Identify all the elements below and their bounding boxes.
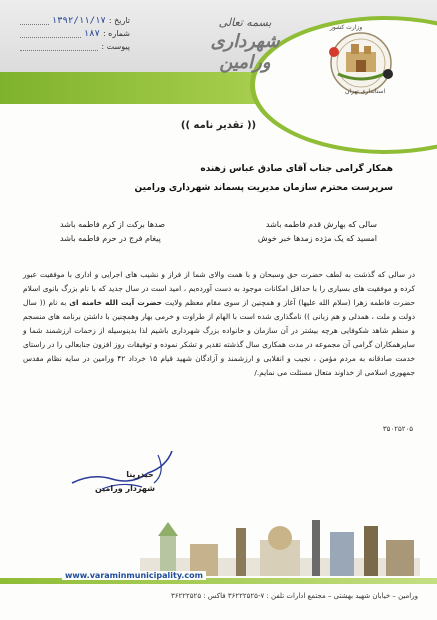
ministry-label-bottom: استانداری تهران — [345, 88, 386, 95]
recipient-position: سرپرست محترم سازمان مدیریت پسماند شهرداری ورامین — [134, 183, 393, 193]
signer-name: حیدرپنا — [126, 470, 154, 479]
recipient-block — [53, 160, 393, 198]
meta-number-row — [20, 27, 130, 40]
date-label: تاریخ : — [108, 16, 130, 25]
signer-title: شهردار ورامین — [94, 484, 156, 493]
number-label: شماره : — [102, 29, 130, 38]
poem-verse: پیغام فرج در حرم فاطمه باشد — [60, 234, 161, 243]
attachment-label: پیوست : — [101, 42, 130, 51]
letter-title: (( تقدیر نامه )) — [180, 120, 257, 131]
body-text-bold: حضرت آیت الله خامنه ای — [69, 298, 162, 307]
number-dots — [20, 29, 81, 38]
footer-address: ورامین – خیابان شهید بهشتی – مجتمع ادارات تلفن : ۷-۳۶۲۲۲۵۲۵ فاکس : ۳۶۲۲۲۵۲۵ — [171, 592, 418, 600]
poem-verse: صدها برکت از کرم فاطمه باشد — [60, 220, 166, 229]
date-dots — [20, 16, 49, 25]
meta-attachment-row — [20, 40, 130, 53]
recipient-name: همکار گرامی جناب آقای صادق عباس زهنده — [200, 164, 393, 174]
brand-basmala: بسمه تعالی — [218, 16, 272, 29]
website-link[interactable]: www.varaminmunicipality.com — [62, 571, 206, 580]
brand-title: شهرداری ورامین — [210, 31, 280, 73]
poem-row — [60, 218, 377, 232]
ministry-label-top: وزارت کشور — [330, 24, 363, 31]
poem-verse: امسید که یک مژده زمدها خبر خوش — [257, 234, 377, 243]
letter-body — [23, 268, 415, 380]
municipality-logo — [322, 30, 400, 96]
body-text-part2: به نام (( سال دولت و ملت ، همدلی و هم زبانی )) نامگذاری شده است با الهام از طراوت و خرمی بهار وهمچنین با داشتن برنامه های منسجم و منظم شاهد شکوفایی هرچه بیشتر در آن سازمان و خانواده بزرگ شهرداری باشیم لذا بدینوسیله از زحمات ارزشمند شما و سایرهمکاران گرامی آن مجموعه در مدت همکاری سال گذشته تقدیر و تشکر نموده و توفیقات روز افزون جنابعالی را در راستای خدمت صادقانه به مردم مؤمن ، نجیب و انقلابی و ارزشمند و آزادگان شهید قیام ۱۵ خرداد ۴۲ ورامین در سایه نظام مقدس جمهوری اسلامی از خداوند متعال مسئلت می نمایم./ — [23, 298, 415, 377]
poem-row — [60, 232, 377, 246]
date-value: ۱۳۹۲/۱۱/۱۷ — [51, 15, 106, 26]
brand-block — [185, 16, 305, 73]
poem-block — [60, 218, 377, 246]
city-skyline-icon — [140, 514, 420, 576]
meta-date-row — [20, 14, 130, 27]
body-text-part1: در سالی که گذشت به لطف حضرت حق وسبحان و با همت والای شما از فراز و نشیب های اجرایی و اداری با موفقیت عبور کرده و موفقیت های بسیاری را با حداقل امکانات موجود به دست آورده‌یم ، امید است در سال جدید که با نام بزرگ بانوی اسلام حضرت فاطمه زهرا (سلام الله علیها) آغاز و همچنین از سوی مقام معظم ولایت — [23, 270, 415, 307]
attachment-dots — [20, 42, 98, 51]
letter-meta — [20, 14, 130, 53]
reference-code: ۳۵۰۲۵۲۰۵ — [382, 425, 413, 433]
poem-verse: سالی که بهارش قدم فاطمه باشد — [265, 220, 377, 229]
number-value: ۱۸۷ — [83, 28, 100, 39]
